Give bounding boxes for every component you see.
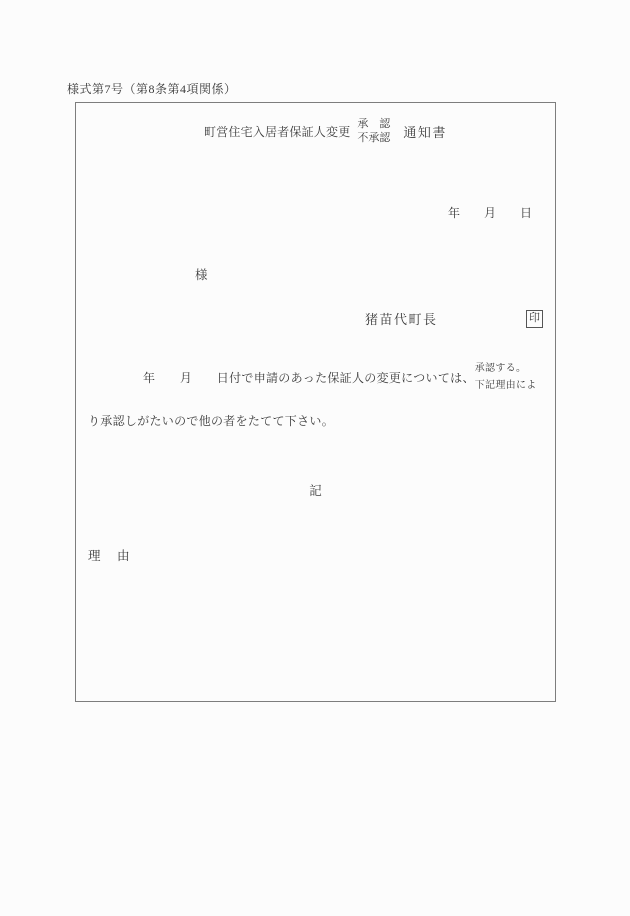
record-heading: 記 [309, 484, 322, 498]
choice-disapprove-label: 不承認 [357, 132, 391, 144]
sender-row [365, 309, 543, 328]
document-border-box [75, 102, 556, 702]
title-suffix: 通知書 [403, 124, 447, 140]
body-paragraph-line2: り承認しがたいので他の者をたてて下さい。 [88, 414, 335, 428]
issue-date-line: 年 月 日 [448, 206, 533, 220]
choice-approve-label: 承 認 [357, 118, 391, 130]
document-title [204, 117, 447, 145]
addressee-sama-label: 様 [195, 268, 208, 282]
form-number-label: 様式第7号（第8条第4項関係） [67, 82, 237, 96]
body-choice-stack [475, 360, 537, 395]
reason-label: 理 由 [88, 549, 132, 563]
seal-mark: 印 [526, 310, 543, 328]
title-prefix: 町営住宅入居者保証人変更 [204, 124, 351, 139]
body-choice-disapprove: 下記理由によ [474, 380, 537, 391]
body-paragraph-line1 [143, 355, 537, 399]
approval-choice-stack [357, 117, 390, 145]
body-line1-text: 年 月 日付で申請のあった保証人の変更については、 [143, 370, 475, 385]
body-choice-approve: 承認する。 [474, 362, 527, 374]
sender-name: 猪苗代町長 [365, 312, 438, 327]
